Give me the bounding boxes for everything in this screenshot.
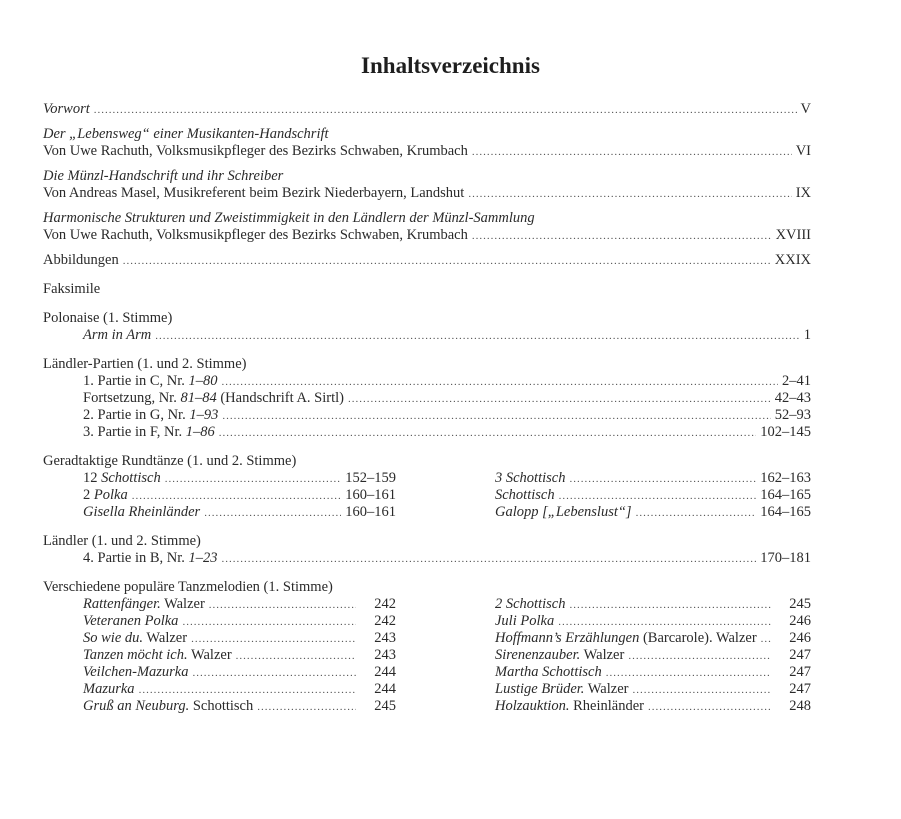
entry-page: 152–159 (345, 470, 396, 486)
leader-dots (165, 471, 342, 488)
entry-title: Juli Polka (495, 613, 555, 629)
entry-author: Von Uwe Rachuth, Volksmusikpfleger des Bezirks Schwaben, Krumbach (43, 227, 468, 243)
section-laendler-partien (43, 356, 811, 441)
toc-entry-harmonische-strukturen (43, 210, 811, 244)
column-right (495, 470, 811, 521)
section-heading: Ländler-Partien (1. und 2. Stimme) (43, 356, 247, 372)
entry-page: 246 (789, 630, 811, 646)
column-left (43, 596, 396, 715)
entry-title: Martha Schottisch (495, 664, 602, 680)
entry-title: Lustige Brüder. Walzer (495, 681, 629, 697)
toc-entry-lebensweg (43, 126, 811, 160)
toc-entry-abbildungen (43, 252, 811, 269)
leader-dots (132, 488, 342, 505)
entry-page: 247 (789, 681, 811, 697)
section-heading: Verschiedene populäre Tanzmelodien (1. Stimme) (43, 579, 333, 595)
entry-title: 2 Schottisch (495, 596, 566, 612)
entry-title: Fortsetzung, Nr. 81–84 (Handschrift A. Sirtl) (83, 390, 344, 406)
entry-title: Gisella Rheinländer (83, 504, 201, 520)
entry-page: V (800, 101, 811, 117)
entry-page: 164–165 (760, 487, 811, 503)
column-right (495, 596, 811, 715)
entry-page: 243 (374, 647, 396, 663)
section-polonaise (43, 310, 811, 344)
entry-page: 242 (374, 613, 396, 629)
entry-title: Galopp [„Lebenslust“] (495, 504, 632, 520)
section-heading: Polonaise (1. Stimme) (43, 310, 173, 326)
entry-page: 164–165 (760, 504, 811, 520)
entry-page: XVIII (775, 227, 811, 243)
leader-dots (632, 682, 771, 699)
leader-dots (558, 614, 771, 631)
entry-page: 1 (803, 327, 811, 343)
leader-dots (236, 648, 356, 665)
entry-title: Veteranen Polka (83, 613, 179, 629)
entry-title: Die Münzl-Handschrift und ihr Schreiber (43, 168, 284, 184)
entry-author: Von Andreas Masel, Musikreferent beim Bezirk Niederbayern, Landshut (43, 185, 465, 201)
section-heading: Faksimile (43, 281, 101, 297)
leader-dots (139, 682, 356, 699)
entry-author: Von Uwe Rachuth, Volksmusikpfleger des Bezirks Schwaben, Krumbach (43, 143, 468, 159)
entry-title: Sirenenzauber. Walzer (495, 647, 625, 663)
section-heading: Geradtaktige Rundtänze (1. und 2. Stimme) (43, 453, 297, 469)
leader-dots (257, 699, 356, 716)
entry-page: 246 (789, 613, 811, 629)
leader-dots (94, 102, 797, 119)
leader-dots (569, 597, 771, 614)
entry-page: 243 (374, 630, 396, 646)
entry-page: 162–163 (760, 470, 811, 486)
section-rundtaenze (43, 453, 811, 521)
entry-page: 242 (374, 596, 396, 612)
toc-entry-vorwort (43, 101, 811, 118)
entry-title: Der „Lebensweg“ einer Musikanten-Handschrift (43, 126, 329, 142)
leader-dots (569, 471, 756, 488)
entry-page: 244 (374, 681, 396, 697)
leader-dots (348, 391, 771, 408)
section-faksimile (43, 281, 811, 298)
entry-page: 2–41 (782, 373, 811, 389)
entry-page: 245 (374, 698, 396, 714)
leader-dots (193, 665, 357, 682)
entry-title: Rattenfänger. Walzer (83, 596, 205, 612)
entry-title: Holzauktion. Rheinländer (495, 698, 645, 714)
entry-title: Vorwort (43, 101, 90, 117)
leader-dots (628, 648, 771, 665)
leader-dots (648, 699, 771, 716)
toc-entry-muenzl-handschrift (43, 168, 811, 202)
entry-page: 52–93 (774, 407, 811, 423)
leader-dots (468, 186, 791, 203)
section-laendler (43, 533, 811, 567)
section-tanzmelodien (43, 579, 811, 715)
leader-dots (606, 665, 771, 682)
entry-title: Tanzen möcht ich. Walzer (83, 647, 232, 663)
entry-title: 4. Partie in B, Nr. 1–23 (83, 550, 218, 566)
leader-dots (559, 488, 757, 505)
entry-title: Veilchen-Mazurka (83, 664, 189, 680)
entry-title: 2 Polka (83, 487, 128, 503)
entry-page: 42–43 (774, 390, 811, 406)
entry-title: Harmonische Strukturen und Zweistimmigkeit in den Ländlern der Münzl-Sammlung (43, 210, 535, 226)
entry-page: 247 (789, 664, 811, 680)
entry-title: Hoffmann’s Erzählungen (Barcarole). Walzer (495, 630, 757, 646)
leader-dots (761, 631, 771, 648)
leader-dots (222, 551, 757, 568)
page-title: Inhaltsverzeichnis (361, 53, 540, 78)
entry-page: 170–181 (760, 550, 811, 566)
entry-page: XXIX (774, 252, 811, 268)
entry-page: 244 (374, 664, 396, 680)
leader-dots (204, 505, 341, 522)
entry-title: 12 Schottisch (83, 470, 161, 486)
leader-dots (123, 253, 771, 270)
section-heading: Ländler (1. und 2. Stimme) (43, 533, 201, 549)
leader-dots (182, 614, 356, 631)
entry-title: Abbildungen (43, 252, 119, 268)
entry-title: 3 Schottisch (495, 470, 566, 486)
entry-title: Gruß an Neuburg. Schottisch (83, 698, 254, 714)
entry-title: 3. Partie in F, Nr. 1–86 (83, 424, 215, 440)
entry-title: 2. Partie in G, Nr. 1–93 (83, 407, 219, 423)
entry-page: 160–161 (345, 504, 396, 520)
column-left (43, 470, 396, 521)
entry-page: 248 (789, 698, 811, 714)
leader-dots (222, 374, 778, 391)
leader-dots (472, 144, 792, 161)
leader-dots (219, 425, 756, 442)
entry-page: 160–161 (345, 487, 396, 503)
entry-title: 1. Partie in C, Nr. 1–80 (83, 373, 218, 389)
entry-page: VI (795, 143, 811, 159)
leader-dots (191, 631, 356, 648)
leader-dots (636, 505, 757, 522)
entry-page: 102–145 (760, 424, 811, 440)
leader-dots (472, 228, 772, 245)
leader-dots (222, 408, 770, 425)
leader-dots (155, 328, 800, 345)
entry-title: Arm in Arm (83, 327, 152, 343)
entry-title: Mazurka (83, 681, 135, 697)
entry-page: 245 (789, 596, 811, 612)
entry-title: So wie du. Walzer (83, 630, 188, 646)
leader-dots (209, 597, 356, 614)
entry-page: IX (795, 185, 811, 201)
entry-page: 247 (789, 647, 811, 663)
entry-title: Schottisch (495, 487, 555, 503)
